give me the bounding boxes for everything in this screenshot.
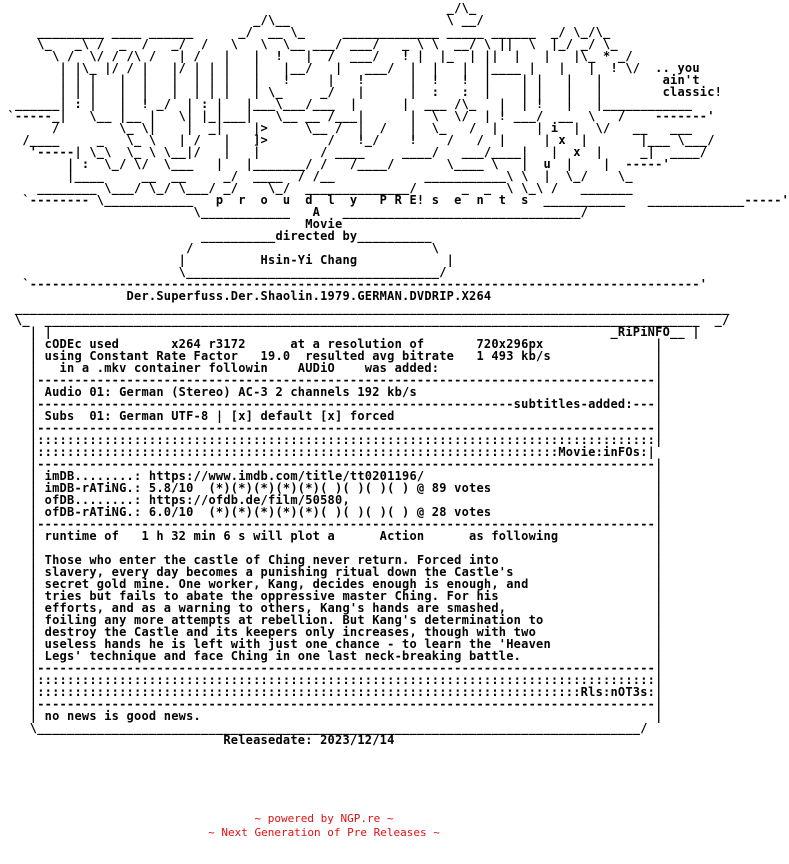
nfo-line: ________ \___/ \_/ \___/ _/ \_/ ______________/ _ _ \ \_\ / _______ [0, 181, 633, 195]
nfo-line: |-----------------------------------------------------------------------------------| [0, 457, 663, 471]
nfo-line: _/\_ [0, 1, 477, 15]
nfo-line: Movie [0, 217, 343, 231]
nfo-line: | efforts, and as a warning to others, Kang's hands are smashed, | [0, 601, 663, 615]
nfo-line: | slavery, every day becomes a punishing ritual down the Castle's | [0, 565, 663, 579]
nfo-line: \_ ________________________________________________________________________________________ _/ [0, 313, 730, 327]
nfo-line: |----------------------------------------------------------------subtitles-added:---| [0, 397, 663, 411]
nfo-line: | in a .mkv container followin AUDiO was added: | [0, 361, 663, 375]
nfo-line: | | [0, 541, 663, 555]
nfo-line: | using Constant Rate Factor 19.0 resulted avg bitrate 1 493 kb/s | [0, 349, 663, 363]
nfo-line: `-----_| \__ |__ | \| |_|___| \__ __ /___| | \ \/ | ! ___/ __ \ / -------' [0, 109, 715, 123]
nfo-line: _________ ____ ______ _/ __ \_ _____________ _____ ______ _/ \_/\_ [0, 25, 611, 39]
nfo-line: | | _RiPiNFO__ | [0, 325, 700, 339]
nfo-line: |-----------------------------------------------------------------------------------| [0, 373, 663, 387]
nfo-line: |-----------------------------------------------------------------------------------| [0, 661, 663, 675]
nfo-line: | | | | | | | | | | ! | ! | ! ! | | | | | ain't [0, 73, 700, 87]
nfo-line: \ / \/ / /\ / | / | | ! | / ___/ ! | |_ | || | | |\_ * _/ [0, 49, 633, 63]
nfo-line: | Subs 01: German UTF-8 | [x] default [x] forced | [0, 409, 663, 423]
nfo-line: _/\__ \ __/ [0, 13, 484, 27]
nfo-line: | ofDB-rATiNG.: 6.0/10 (*)(*)(*)(*)(*)( )( )( )( ) @ 28 votes | [0, 505, 663, 519]
nfo-line: | Legs' technique and face Ching in one last neck-breaking battle. | [0, 649, 663, 663]
nfo-line: /____ _ \_ \ | / | ]> / !_/ ! / / | | x | |___ \___/ [0, 133, 715, 147]
nfo-line: \_________________________________________________________________________________/ [0, 721, 648, 735]
nfo-line: / \ [0, 241, 440, 255]
nfo-line: | Hsin-Yi Chang | [0, 253, 455, 267]
nfo-line: | ofDB........: https://ofdb.de/film/50580, | [0, 493, 663, 507]
nfo-line: | cODEc used x264 r3172 at a resolution of 720x296px | [0, 337, 663, 351]
nfo-line: |____ __ __ _/ ____ / /__ ___________\ \ | \_/ \_ [0, 169, 633, 183]
nfo-line: | destroy the Castle and its keepers only increases, though with two | [0, 625, 663, 639]
nfo-line: |-----------------------------------------------------------------------------------| [0, 517, 663, 531]
nfo-line: | tries but fails to abate the oppressive master Ching. For his | [0, 589, 663, 603]
footer-tagline: ~ Next Generation of Pre Releases ~ [208, 826, 440, 839]
nfo-line: \_ _\ / _ / _/ / \ \ \__ ___/ ___/ _ \ \ __/ \ || \ |_/ _/ \_ [0, 37, 618, 51]
nfo-line: |-----------------------------------------------------------------------------------| [0, 697, 663, 711]
nfo-line: \____________ A ________________________________/ [0, 205, 589, 219]
nfo-line: `-------- \____________ p r o u d l y P R E! s e n t s ___________ _____________-----' [0, 193, 789, 207]
nfo-text-block [0, 1, 789, 747]
nfo-line: / \_ \| | _| |> \__ / | / | \_ / | | i | \/ __ ___ [0, 121, 693, 135]
nfo-line: | | | | | | | | | | \_ _/ | | : : | | | | | classic! [0, 85, 723, 99]
nfo-line: Releasedate: 2023/12/14 [0, 733, 395, 747]
nfo-line: | useless hands he is left with just one chance - to learn the 'Heaven | [0, 637, 663, 651]
nfo-line: |:::::::::::::::::::::::::::::::::::::::::::::::::::::::::::::::::::::::::::::::::::| [0, 433, 663, 447]
nfo-line: | Those who enter the castle of Ching never return. Forced into | [0, 553, 663, 567]
nfo-line: __________directed by__________ [0, 229, 432, 243]
nfo-line: |-----------------------------------------------------------------------------------| [0, 421, 663, 435]
footer-powered-by: ~ powered by NGP.re ~ [254, 812, 394, 825]
nfo-line: |:::::::::::::::::::::::::::::::::::::::::::::::::::::::::::::::::::::::::::::::::::| [0, 673, 663, 687]
nfo-line: \__________________________________/ [0, 265, 447, 279]
nfo-line: Der.Superfuss.Der.Shaolin.1979.GERMAN.DVDRIP.X264 [0, 289, 492, 303]
nfo-line: | : \_/ \/ \___ | |_______/ / /____/ \____ \ | u | | -----' [0, 157, 671, 171]
nfo-line: ________________________________________________________________________________________________ [0, 301, 730, 315]
nfo-line: | |\_ |/ / | |/ | | | | |__/ | ___/ | | | |____ | | | ! \/ .. you [0, 61, 700, 75]
nfo-line: ______| : | | ! _/ | : | |___\___/___ | | ___ /\_ | | ! | |____________ [0, 97, 693, 111]
nfo-line: `------------------------------------------------------------------------------------------' [0, 277, 708, 291]
nfo-line: '-----| \_\ \_ \ \__|/ | | / ____ ____/ ___/____| | x | _| ____/ [0, 145, 708, 159]
nfo-line: |::::::::::::::::::::::::::::::::::::::::::::::::::::::::::::::::::::::Movie:inFOs:| [0, 445, 656, 459]
nfo-line: | Audio 01: German (Stereo) AC-3 2 channels 192 kb/s | [0, 385, 663, 399]
nfo-line: | imDB-rATiNG.: 5.8/10 (*)(*)(*)(*)(*)( )( )( )( ) @ 89 votes | [0, 481, 663, 495]
nfo-line: | secret gold mine. One worker, Kang, decides enough is enough, and | [0, 577, 663, 591]
nfo-line: | no news is good news. | [0, 709, 663, 723]
nfo-line: | foiling any more attempts at rebellion. But Kang's determination to | [0, 613, 663, 627]
nfo-line: | runtime of 1 h 32 min 6 s will plot a Action as following | [0, 529, 663, 543]
nfo-line: |:::::::::::::::::::::::::::::::::::::::::::::::::::::::::::::::::::::::::Rls:nOT3s:| [0, 685, 663, 699]
nfo-line: | imDB........: https://www.imdb.com/title/tt0201196/ | [0, 469, 663, 483]
